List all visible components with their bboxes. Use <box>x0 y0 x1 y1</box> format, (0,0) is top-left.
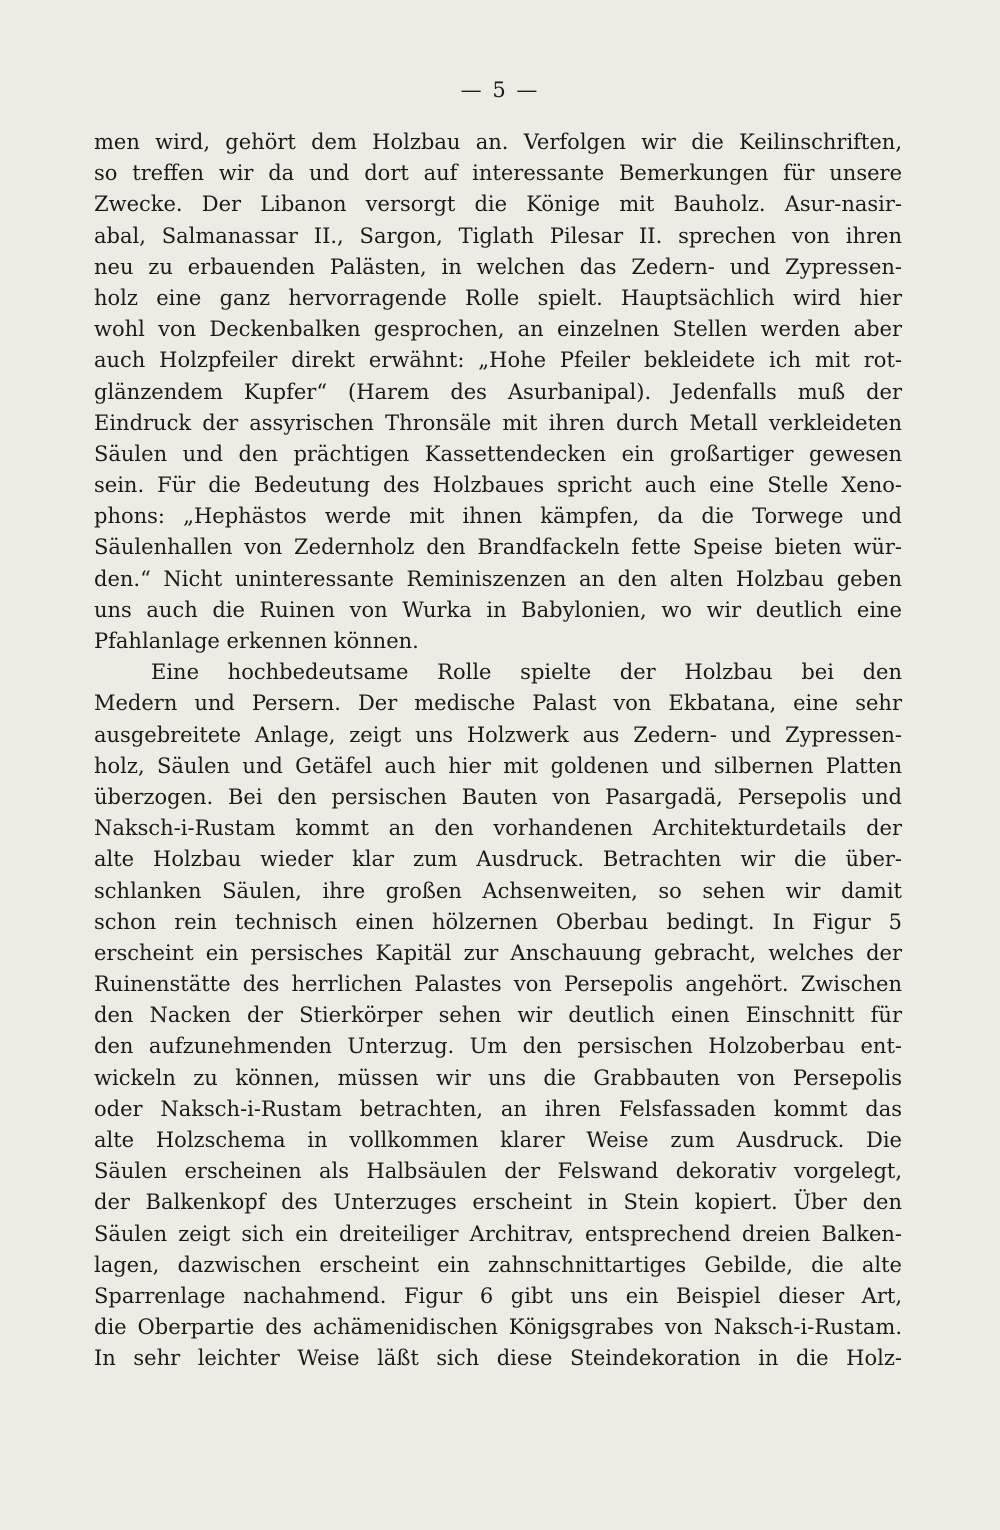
text-line: holz, Säulen und Getäfel auch hier mit goldenen und silbernen Platten <box>94 753 902 778</box>
body-text <box>94 127 902 1375</box>
text-line: sein. Für die Bedeutung des Holzbaues spricht auch eine Stelle Xeno‐ <box>94 473 902 498</box>
text-line: erscheint ein persisches Kapitäl zur Anschauung gebracht, welches der <box>94 940 902 965</box>
text-line: die Oberpartie des achämenidischen Königsgrabes von Naksch‐i‐Rustam. <box>94 1315 902 1340</box>
text-line: so treffen wir da und dort auf interessante Bemerkungen für unsere <box>94 161 902 186</box>
text-line: uns auch die Ruinen von Wurka in Babylonien, wo wir deutlich eine <box>94 597 902 622</box>
text-line: In sehr leichter Weise läßt sich diese Steindekoration in die Holz‐ <box>94 1346 902 1371</box>
text-line: Sparrenlage nachahmend. Figur 6 gibt uns ein Beispiel dieser Art, <box>94 1283 902 1308</box>
text-line: Zwecke. Der Libanon versorgt die Könige mit Bauholz. Asur‐nasir‐ <box>94 192 902 217</box>
text-line: ausgebreitete Anlage, zeigt uns Holzwerk aus Zedern‐ und Zypressen‐ <box>94 722 902 747</box>
text-line: Säulenhallen von Zedernholz den Brandfackeln fette Speise bieten wür‐ <box>94 535 902 560</box>
text-line: auch Holzpfeiler direkt erwähnt: „Hohe Pfeiler bekleidete ich mit rot‐ <box>94 348 902 373</box>
text-line: abal, Salmanassar II., Sargon, Tiglath Pilesar II. sprechen von ihren <box>94 223 902 248</box>
text-line: Eine hochbedeutsame Rolle spielte der Holzbau bei den <box>151 660 902 685</box>
text-line: alte Holzschema in vollkommen klarer Weise zum Ausdruck. Die <box>94 1128 902 1152</box>
text-line: neu zu erbauenden Palästen, in welchen das Zedern‐ und Zypressen‐ <box>94 254 902 279</box>
text-line: Pfahlanlage erkennen können. <box>94 629 419 653</box>
text-line: Säulen erscheinen als Halbsäulen der Felswand dekorativ vorgelegt, <box>94 1159 902 1184</box>
text-line: glänzendem Kupfer“ (Harem des Asurbanipal). Jedenfalls muß der <box>94 379 902 404</box>
text-line: Eindruck der assyrischen Thronsäle mit ihren durch Metall verkleideten <box>94 410 902 435</box>
text-line: lagen, dazwischen erscheint ein zahnschnittartiges Gebilde, die alte <box>94 1252 902 1277</box>
page-number: — 5 — <box>460 78 540 102</box>
text-line: alte Holzbau wieder klar zum Ausdruck. Betrachten wir die über‐ <box>94 847 902 872</box>
text-line: Medern und Persern. Der medische Palast von Ekbatana, eine sehr <box>94 691 902 716</box>
text-line: den Nacken der Stierkörper sehen wir deutlich einen Einschnitt für <box>94 1003 902 1028</box>
text-line: der Balkenkopf des Unterzuges erscheint in Stein kopiert. Über den <box>94 1190 902 1215</box>
text-line: wohl von Deckenbalken gesprochen, an einzelnen Stellen werden aber <box>94 317 902 342</box>
text-line: überzogen. Bei den persischen Bauten von Pasargadä, Persepolis und <box>94 784 902 809</box>
text-line: den aufzunehmenden Unterzug. Um den persischen Holzoberbau ent‐ <box>94 1034 902 1059</box>
text-line: men wird, gehört dem Holzbau an. Verfolgen wir die Keilinschriften, <box>94 130 902 154</box>
text-line: holz eine ganz hervorragende Rolle spielt. Hauptsächlich wird hier <box>94 285 902 310</box>
text-line: Naksch‐i‐Rustam kommt an den vorhandenen Architekturdetails der <box>94 816 902 841</box>
text-line: schlanken Säulen, ihre großen Achsenweiten, so sehen wir damit <box>94 878 902 903</box>
text-line: phons: „Hephästos werde mit ihnen kämpfen, da die Torwege und <box>94 504 902 529</box>
text-line: wickeln zu können, müssen wir uns die Grabbauten von Persepolis <box>94 1065 902 1090</box>
text-line: Ruinenstätte des herrlichen Palastes von Persepolis angehört. Zwischen <box>94 972 902 997</box>
text-line: den.“ Nicht uninteressante Reminiszenzen an den alten Holzbau geben <box>94 566 902 591</box>
text-line: Säulen zeigt sich ein dreiteiliger Architrav, entsprechend dreien Balken‐ <box>94 1221 902 1246</box>
text-line: schon rein technisch einen hölzernen Oberbau bedingt. In Figur 5 <box>94 909 902 934</box>
text-line: oder Naksch‐i‐Rustam betrachten, an ihren Felsfassaden kommt das <box>94 1096 902 1121</box>
text-line: Säulen und den prächtigen Kassettendecken ein großartiger gewesen <box>94 441 902 466</box>
